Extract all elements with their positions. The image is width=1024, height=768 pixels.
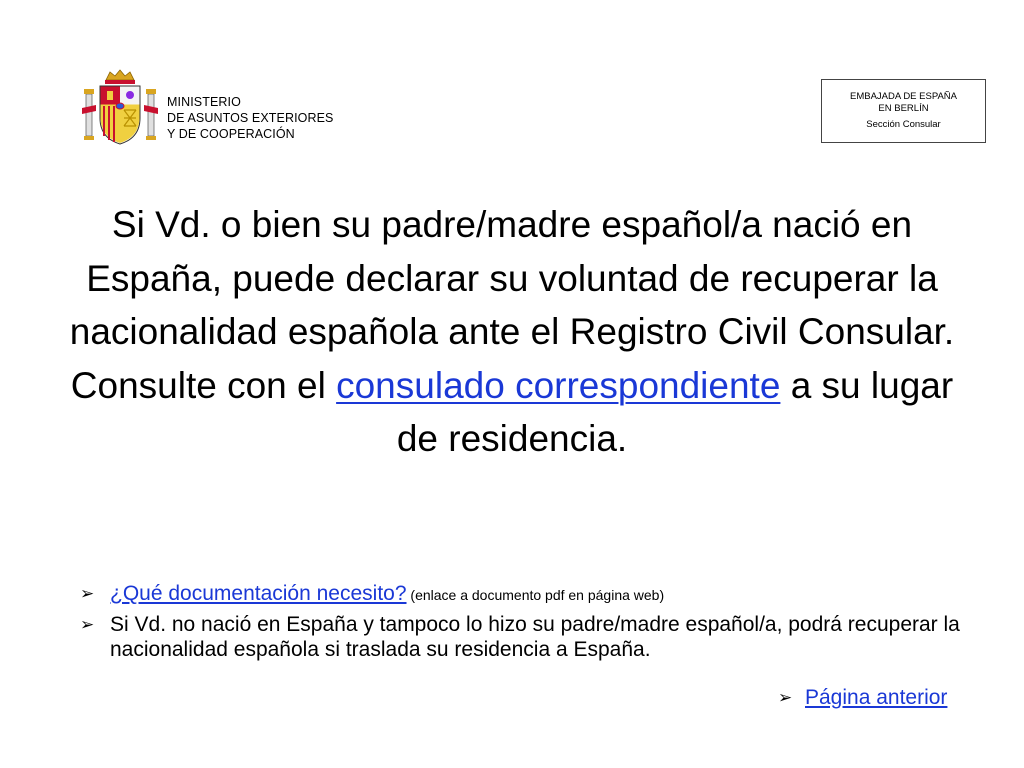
bullet-item-residence — [80, 612, 970, 662]
bullet-item-documentation — [80, 581, 970, 608]
bullet-list — [80, 581, 970, 662]
residence-text: Si Vd. no nació en España y tampoco lo hizo su padre/madre español/a, podrá recuperar la nacionalidad española si traslada su residencia a España. — [110, 613, 960, 661]
previous-page-link[interactable]: Página anterior — [805, 685, 948, 709]
ministry-line-1: MINISTERIO — [167, 95, 241, 109]
ministry-name — [167, 94, 334, 142]
embassy-section: Sección Consular — [866, 119, 941, 130]
arrowhead-bullet-icon: ➢ — [778, 688, 793, 707]
bullet-item-content — [110, 581, 664, 608]
consulado-link[interactable]: consulado correspondiente — [336, 364, 781, 406]
embassy-line-1: EMBAJADA DE ESPAÑA — [850, 91, 957, 102]
back-nav — [778, 685, 947, 710]
ministry-header — [80, 66, 334, 148]
embassy-line-2: EN BERLÍN — [878, 103, 929, 114]
ministry-line-2: DE ASUNTOS EXTERIORES — [167, 111, 334, 125]
documentation-note: (enlace a documento pdf en página web) — [406, 587, 665, 603]
coat-of-arms-icon — [80, 66, 160, 148]
arrowhead-bullet-icon: ➢ — [80, 584, 95, 603]
arrowhead-bullet-icon: ➢ — [80, 615, 95, 634]
embassy-box — [821, 79, 986, 143]
main-text-after: a su lugar de residencia. — [396, 364, 954, 459]
ministry-line-3: Y DE COOPERACIÓN — [167, 127, 295, 141]
documentation-link[interactable]: ¿Qué documentación necesito? — [110, 582, 407, 605]
main-message — [60, 198, 964, 466]
main-text-before: Si Vd. o bien su padre/madre español/a nació en España, puede declarar su voluntad de recuperar la nacionalidad española ante el Registro Civil Consular. Consulte con el — [69, 204, 955, 406]
